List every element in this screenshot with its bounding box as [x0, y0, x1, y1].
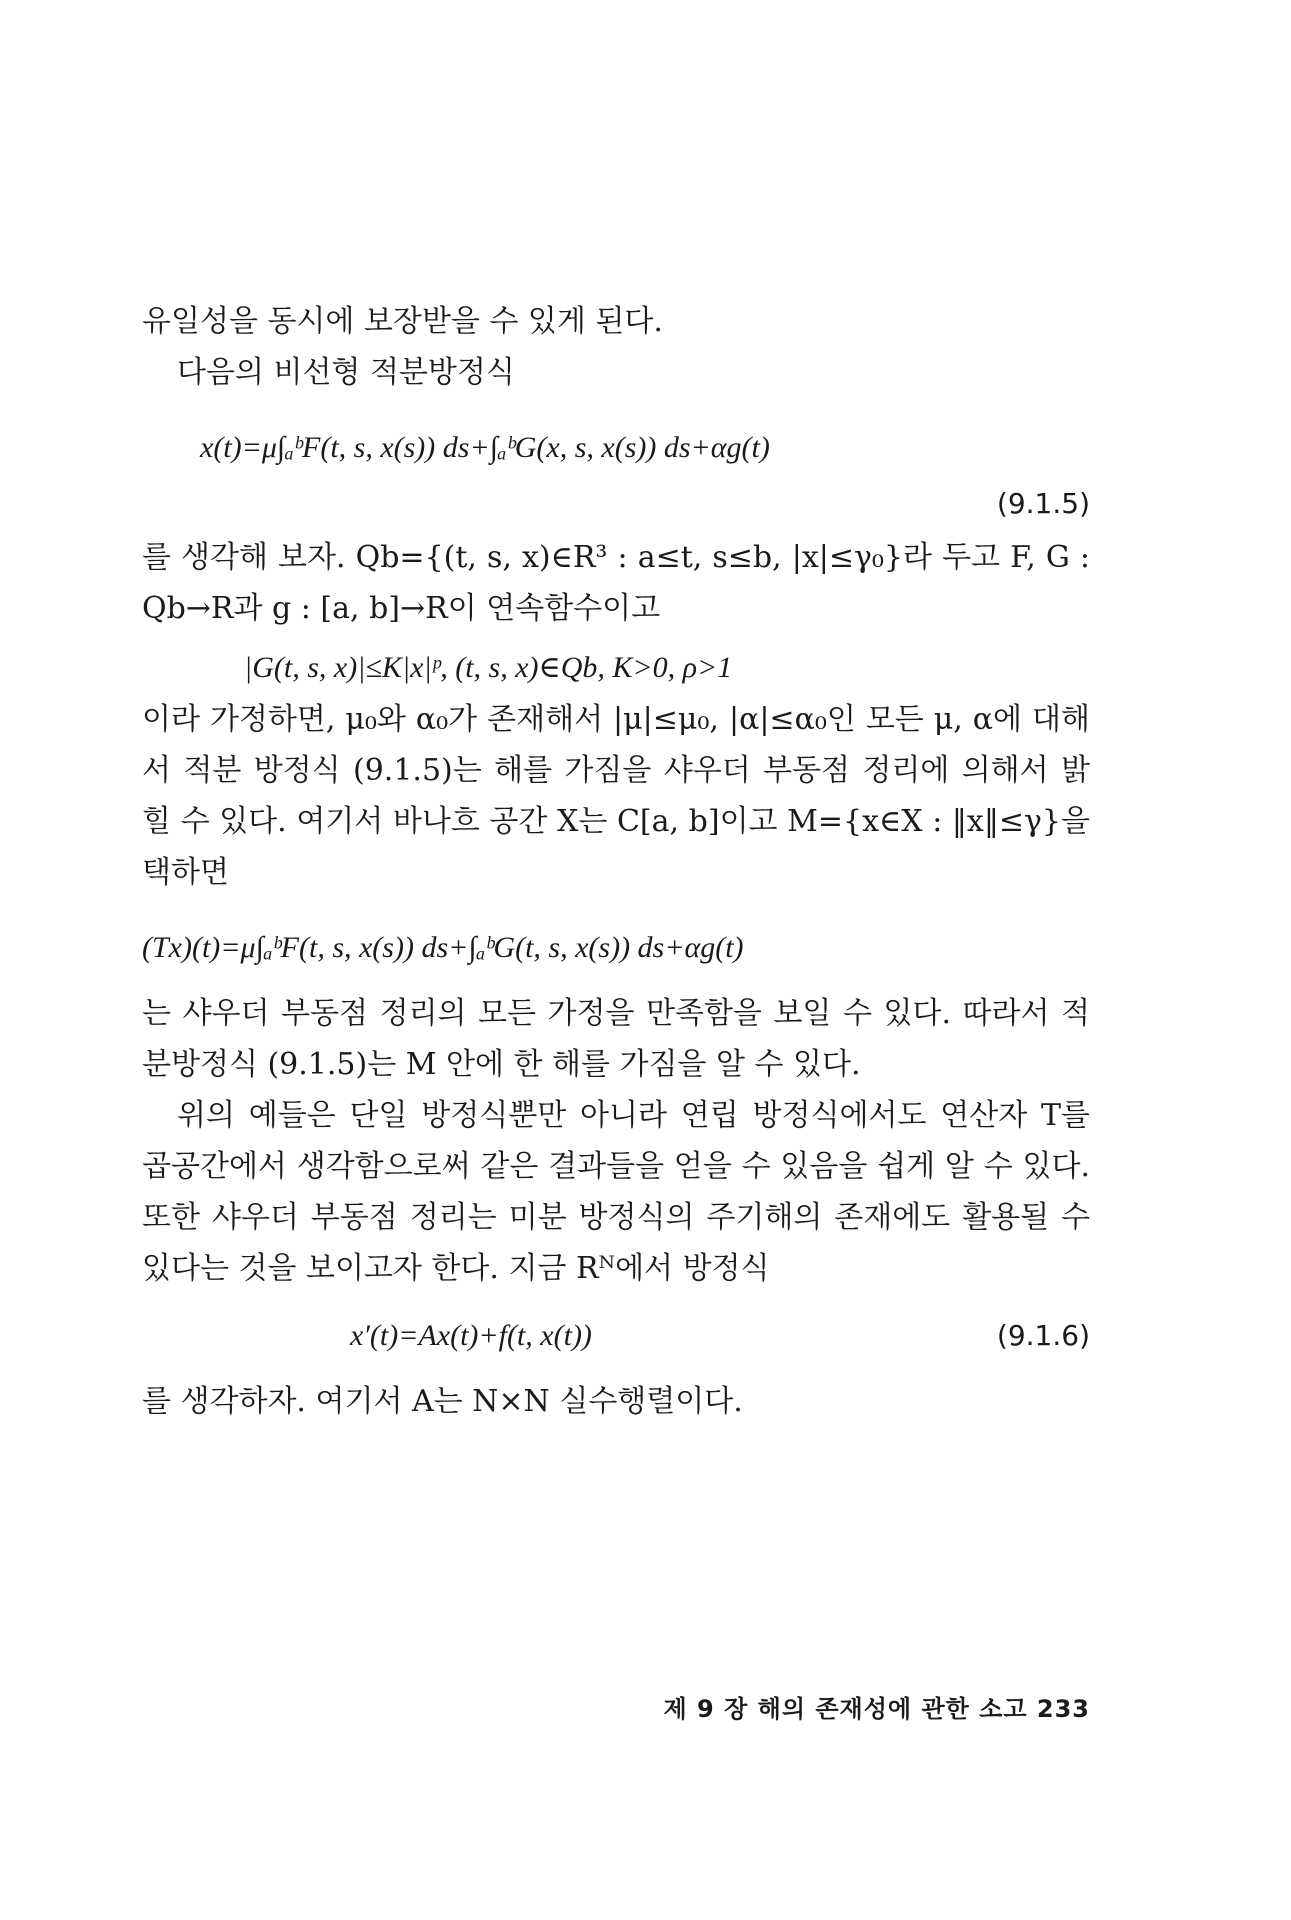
paragraph: 를 생각해 보자. Qb={(t, s, x)∈R³ : a≤t, s≤b, |x|≤γ₀}라 두고 F, G : Qb→R과 g : [a, b]→R이 연속함수이고 — [142, 540, 1090, 626]
paragraph: 다음의 비선형 적분방정식 — [177, 355, 515, 390]
equation-number: (9.1.6) — [996, 1318, 1090, 1352]
equation-9-1-6 — [142, 1294, 1090, 1376]
paragraph: 위의 예들은 단일 방정식뿐만 아니라 연립 방정식에서도 연산자 T를 곱공간에서 생각함으로써 같은 결과들을 얻을 수 있음을 쉽게 알 수 있다. 또한 샤우더 부동점 정리는 미분 방정식의 주기해의 존재에도 활용될 수 있다는 것을 보이고자 한다. 지금 Rᴺ에서 방정식 — [142, 1098, 1090, 1286]
equation-text: x′(t)=Ax(t)+f(t, x(t)) — [350, 1318, 592, 1352]
equation-bound — [142, 634, 1090, 694]
equation-9-1-5 — [142, 398, 1090, 476]
equation-operator — [142, 898, 1090, 976]
paragraph: 이라 가정하면, μ₀와 α₀가 존재해서 |μ|≤μ₀, |α|≤α₀인 모든 μ, α에 대해서 적분 방정식 (9.1.5)는 해를 가짐을 샤우더 부동점 정리에 의해서 밝힐 수 있다. 여기서 바나흐 공간 X는 C[a, b]이고 M={x∈X : ‖x‖≤γ}을 택하면 — [142, 702, 1090, 890]
equation-text: |G(t, s, x)|≤K|x|ᵖ, (t, s, x)∈Qb, K>0, ρ>1 — [244, 651, 733, 684]
equation-text: (Tx)(t)=μ∫ₐᵇF(t, s, x(s)) ds+∫ₐᵇG(t, s, x(s)) ds+αg(t) — [142, 931, 744, 964]
equation-text: x(t)=μ∫ₐᵇF(t, s, x(s)) ds+∫ₐᵇG(x, s, x(s)) ds+αg(t) — [200, 431, 770, 464]
paragraph: 는 샤우더 부동점 정리의 모든 가정을 만족함을 보일 수 있다. 따라서 적분방정식 (9.1.5)는 M 안에 한 해를 가짐을 알 수 있다. — [142, 996, 1090, 1082]
paragraph: 유일성을 동시에 보장받을 수 있게 된다. — [142, 304, 663, 339]
equation-number: (9.1.5) — [996, 487, 1090, 520]
paragraph: 를 생각하자. 여기서 A는 N×N 실수행렬이다. — [142, 1384, 743, 1419]
running-footer: 제 9 장 해의 존재성에 관한 소고 233 — [663, 1695, 1090, 1723]
page-body — [142, 296, 1090, 1427]
